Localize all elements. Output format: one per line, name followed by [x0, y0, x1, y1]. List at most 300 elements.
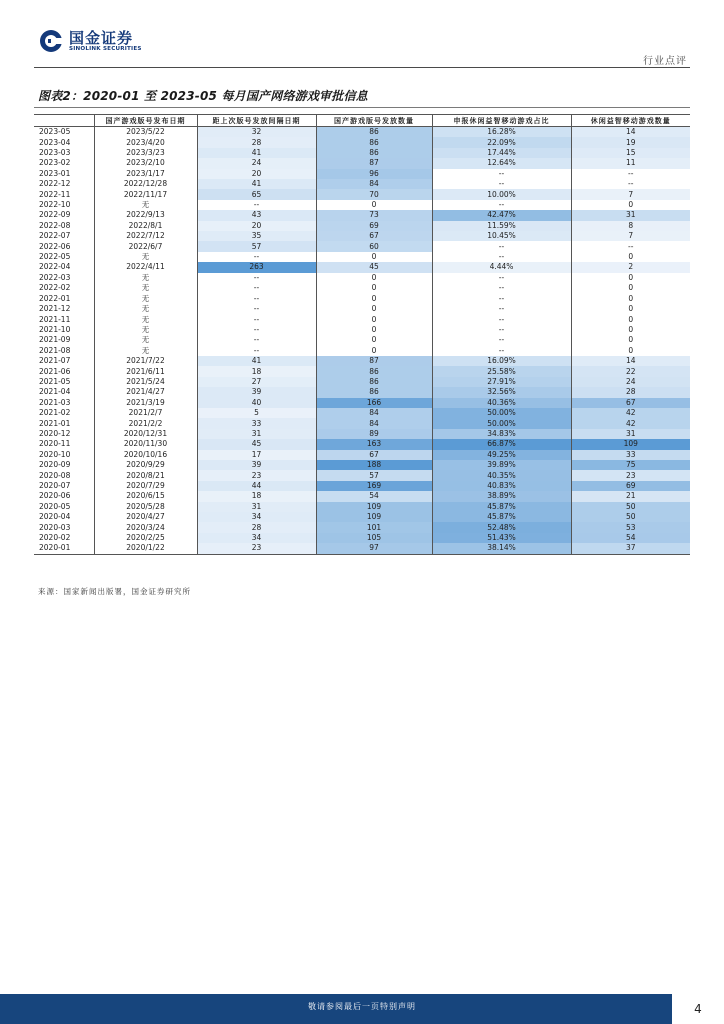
- cell-month: 2021-07: [39, 356, 71, 366]
- cell-license-count: 70: [316, 189, 432, 199]
- cell-casual-share: 17.44%: [432, 148, 571, 158]
- cell-license-count: 109: [316, 512, 432, 522]
- cell-month: 2021-11: [39, 314, 71, 324]
- table-row: [34, 366, 690, 376]
- cell-casual-share: 12.64%: [432, 158, 571, 168]
- cell-interval-days: 41: [197, 356, 316, 366]
- col-header-casual-share: 申报休闲益智移动游戏占比: [432, 115, 571, 127]
- cell-month: 2021-10: [39, 324, 71, 334]
- header-divider: [34, 67, 690, 68]
- table-row: [34, 502, 690, 512]
- cell-casual-count: 28: [571, 387, 690, 397]
- table-row: [34, 481, 690, 491]
- cell-month: 2021-08: [39, 345, 71, 355]
- cell-license-count: 163: [316, 439, 432, 449]
- cell-casual-share: --: [432, 283, 571, 293]
- cell-casual-count: 0: [571, 346, 690, 356]
- cell-license-count: 84: [316, 179, 432, 189]
- cell-interval-days: --: [197, 314, 316, 324]
- table-row: [34, 470, 690, 480]
- cell-month: 2022-04: [39, 262, 71, 272]
- source-note: 来源：国家新闻出版署，国金证券研究所: [38, 587, 191, 596]
- cell-interval-days: --: [197, 335, 316, 345]
- cell-license-count: 0: [316, 314, 432, 324]
- report-category: 行业点评: [643, 56, 687, 67]
- cell-interval-days: 263: [197, 262, 316, 272]
- cell-casual-count: 23: [571, 470, 690, 480]
- cell-month: 2020-01: [39, 543, 71, 553]
- cell-interval-days: 23: [197, 543, 316, 554]
- cell-license-count: 0: [316, 273, 432, 283]
- cell-license-count: 0: [316, 283, 432, 293]
- cell-interval-days: 34: [197, 533, 316, 543]
- cell-release-date: 无: [94, 200, 197, 210]
- game-approval-table: [34, 114, 690, 555]
- table-row: [34, 387, 690, 397]
- cell-month: 2020-02: [39, 533, 71, 543]
- cell-interval-days: --: [197, 283, 316, 293]
- table-row: [34, 314, 690, 324]
- cell-license-count: 67: [316, 450, 432, 460]
- cell-release-date: 无: [94, 325, 197, 335]
- cell-month: 2020-11: [39, 439, 71, 449]
- cell-release-date: 无: [94, 304, 197, 314]
- cell-casual-share: 25.58%: [432, 366, 571, 376]
- cell-casual-share: --: [432, 179, 571, 189]
- cell-interval-days: 28: [197, 522, 316, 532]
- cell-release-date: 2020/3/24: [94, 522, 197, 532]
- cell-license-count: 45: [316, 262, 432, 272]
- table-row: [34, 179, 690, 189]
- cell-license-count: 96: [316, 169, 432, 179]
- cell-casual-share: 32.56%: [432, 387, 571, 397]
- cell-casual-share: --: [432, 314, 571, 324]
- cell-license-count: 0: [316, 304, 432, 314]
- table-row: [34, 262, 690, 272]
- cell-interval-days: --: [197, 304, 316, 314]
- table-row: [34, 241, 690, 251]
- cell-license-count: 101: [316, 522, 432, 532]
- cell-casual-count: 50: [571, 502, 690, 512]
- cell-casual-count: 0: [571, 335, 690, 345]
- cell-casual-share: 16.09%: [432, 356, 571, 366]
- cell-release-date: 2023/5/22: [94, 127, 197, 138]
- cell-casual-count: 19: [571, 137, 690, 147]
- cell-interval-days: 28: [197, 137, 316, 147]
- cell-month: 2023-02: [39, 158, 71, 168]
- cell-release-date: 无: [94, 252, 197, 262]
- cell-casual-share: --: [432, 294, 571, 304]
- cell-interval-days: 40: [197, 398, 316, 408]
- table-row: [34, 210, 690, 220]
- table-row: [34, 418, 690, 428]
- cell-casual-share: 11.59%: [432, 221, 571, 231]
- cell-interval-days: 57: [197, 241, 316, 251]
- cell-license-count: 188: [316, 460, 432, 470]
- cell-month: 2022-07: [39, 231, 71, 241]
- cell-month: 2020-12: [39, 428, 71, 438]
- cell-release-date: 无: [94, 294, 197, 304]
- cell-casual-share: --: [432, 252, 571, 262]
- cell-casual-share: 39.89%: [432, 460, 571, 470]
- cell-license-count: 57: [316, 470, 432, 480]
- cell-interval-days: --: [197, 273, 316, 283]
- table-row: [34, 439, 690, 449]
- cell-month: 2022-02: [39, 283, 71, 293]
- table-row: [34, 450, 690, 460]
- cell-month: 2021-04: [39, 387, 71, 397]
- cell-month: 2020-05: [39, 501, 71, 511]
- cell-interval-days: --: [197, 294, 316, 304]
- cell-release-date: 2022/8/1: [94, 221, 197, 231]
- cell-license-count: 97: [316, 543, 432, 554]
- cell-month: 2023-04: [39, 137, 71, 147]
- cell-casual-count: --: [571, 179, 690, 189]
- cell-month: 2021-01: [39, 418, 71, 428]
- cell-license-count: 73: [316, 210, 432, 220]
- col-header-release-date: 国产游戏版号发布日期: [94, 115, 197, 127]
- cell-license-count: 69: [316, 221, 432, 231]
- table-body: [34, 127, 690, 555]
- cell-month: 2023-05: [39, 127, 71, 137]
- cell-interval-days: 32: [197, 127, 316, 138]
- table-row: [34, 522, 690, 532]
- cell-casual-count: 0: [571, 283, 690, 293]
- cell-release-date: 2020/11/30: [94, 439, 197, 449]
- cell-license-count: 0: [316, 294, 432, 304]
- cell-casual-count: 69: [571, 481, 690, 491]
- cell-release-date: 2020/8/21: [94, 470, 197, 480]
- cell-casual-share: --: [432, 304, 571, 314]
- table-row: [34, 221, 690, 231]
- cell-casual-count: 2: [571, 262, 690, 272]
- cell-interval-days: 41: [197, 179, 316, 189]
- cell-month: 2020-04: [39, 512, 71, 522]
- cell-interval-days: 41: [197, 148, 316, 158]
- cell-interval-days: 18: [197, 491, 316, 501]
- cell-month: 2022-03: [39, 272, 71, 282]
- cell-release-date: 2022/7/12: [94, 231, 197, 241]
- cell-casual-count: 50: [571, 512, 690, 522]
- cell-license-count: 86: [316, 127, 432, 138]
- cell-month: 2021-12: [39, 304, 71, 314]
- cell-release-date: 2023/2/10: [94, 158, 197, 168]
- cell-casual-count: 0: [571, 273, 690, 283]
- cell-casual-count: 75: [571, 460, 690, 470]
- cell-interval-days: 43: [197, 210, 316, 220]
- cell-license-count: 0: [316, 335, 432, 345]
- cell-release-date: 2023/3/23: [94, 148, 197, 158]
- figure-title: 图表2：2020-01 至 2023-05 每月国产网络游戏审批信息: [38, 89, 368, 103]
- cell-release-date: 无: [94, 335, 197, 345]
- cell-release-date: 2020/6/15: [94, 491, 197, 501]
- cell-casual-share: 66.87%: [432, 439, 571, 449]
- cell-casual-count: 7: [571, 231, 690, 241]
- table-row: [34, 460, 690, 470]
- cell-casual-share: 45.87%: [432, 502, 571, 512]
- cell-casual-share: 16.28%: [432, 127, 571, 138]
- cell-month: 2022-08: [39, 220, 71, 230]
- cell-month: 2022-11: [39, 189, 71, 199]
- cell-casual-share: --: [432, 241, 571, 251]
- cell-release-date: 2022/4/11: [94, 262, 197, 272]
- cell-casual-share: --: [432, 335, 571, 345]
- cell-month: 2021-06: [39, 366, 71, 376]
- cell-casual-share: --: [432, 169, 571, 179]
- cell-license-count: 89: [316, 429, 432, 439]
- table-row: [34, 189, 690, 199]
- cell-casual-count: 31: [571, 210, 690, 220]
- col-header-month: [34, 115, 94, 127]
- cell-casual-share: 45.87%: [432, 512, 571, 522]
- cell-casual-count: 11: [571, 158, 690, 168]
- cell-casual-count: 37: [571, 543, 690, 554]
- cell-casual-count: 0: [571, 304, 690, 314]
- cell-interval-days: 65: [197, 189, 316, 199]
- cell-release-date: 2021/6/11: [94, 366, 197, 376]
- cell-casual-share: 40.36%: [432, 398, 571, 408]
- cell-release-date: 2020/5/28: [94, 502, 197, 512]
- cell-casual-share: 40.35%: [432, 470, 571, 480]
- table-row: [34, 335, 690, 345]
- cell-casual-count: --: [571, 169, 690, 179]
- table-row: [34, 137, 690, 147]
- cell-license-count: 84: [316, 408, 432, 418]
- col-header-casual-count: 休闲益智移动游戏数量: [571, 115, 690, 127]
- col-header-interval-days: 距上次版号发放间隔日期: [197, 115, 316, 127]
- table-row: [34, 512, 690, 522]
- table-row: [34, 346, 690, 356]
- cell-casual-share: 50.00%: [432, 418, 571, 428]
- cell-release-date: 无: [94, 314, 197, 324]
- cell-license-count: 0: [316, 200, 432, 210]
- sinolink-logo-icon: [39, 29, 63, 53]
- table-row: [34, 491, 690, 501]
- col-header-license-count: 国产游戏版号发放数量: [316, 115, 432, 127]
- cell-month: 2020-07: [39, 481, 71, 491]
- cell-license-count: 86: [316, 377, 432, 387]
- cell-release-date: 2022/6/7: [94, 241, 197, 251]
- cell-month: 2023-01: [39, 168, 71, 178]
- logo-chinese-name: 国金证券: [69, 28, 134, 47]
- cell-casual-count: 33: [571, 450, 690, 460]
- cell-casual-share: 10.00%: [432, 189, 571, 199]
- cell-month: 2020-06: [39, 491, 71, 501]
- cell-casual-count: 7: [571, 189, 690, 199]
- cell-license-count: 0: [316, 325, 432, 335]
- cell-release-date: 2021/2/2: [94, 418, 197, 428]
- cell-casual-count: 0: [571, 325, 690, 335]
- cell-casual-count: 15: [571, 148, 690, 158]
- cell-interval-days: 31: [197, 502, 316, 512]
- table-row: [34, 377, 690, 387]
- cell-license-count: 67: [316, 231, 432, 241]
- cell-release-date: 2020/4/27: [94, 512, 197, 522]
- cell-casual-share: 52.48%: [432, 522, 571, 532]
- table-row: [34, 429, 690, 439]
- cell-interval-days: --: [197, 252, 316, 262]
- cell-casual-share: --: [432, 325, 571, 335]
- cell-release-date: 2020/9/29: [94, 460, 197, 470]
- table-row: [34, 148, 690, 158]
- cell-casual-share: 38.89%: [432, 491, 571, 501]
- cell-interval-days: 31: [197, 429, 316, 439]
- cell-interval-days: --: [197, 346, 316, 356]
- cell-casual-share: 22.09%: [432, 137, 571, 147]
- cell-month: 2022-01: [39, 293, 71, 303]
- cell-release-date: 2023/4/20: [94, 137, 197, 147]
- table-row: [34, 273, 690, 283]
- cell-casual-share: --: [432, 200, 571, 210]
- cell-license-count: 166: [316, 398, 432, 408]
- cell-release-date: 2022/12/28: [94, 179, 197, 189]
- cell-month: 2020-10: [39, 449, 71, 459]
- cell-interval-days: 20: [197, 169, 316, 179]
- cell-casual-count: 42: [571, 418, 690, 428]
- cell-release-date: 2021/5/24: [94, 377, 197, 387]
- cell-interval-days: 34: [197, 512, 316, 522]
- cell-interval-days: 27: [197, 377, 316, 387]
- cell-casual-share: 10.45%: [432, 231, 571, 241]
- cell-release-date: 2021/4/27: [94, 387, 197, 397]
- table-row: [34, 398, 690, 408]
- cell-month: 2023-03: [39, 148, 71, 158]
- cell-release-date: 2020/12/31: [94, 429, 197, 439]
- footer-disclaimer: 敬请参阅最后一页特别声明: [308, 1002, 416, 1011]
- table-row: [34, 169, 690, 179]
- cell-interval-days: 44: [197, 481, 316, 491]
- cell-interval-days: 5: [197, 408, 316, 418]
- table-row: [34, 294, 690, 304]
- cell-month: 2022-05: [39, 252, 71, 262]
- cell-casual-count: 14: [571, 127, 690, 138]
- brand-logo: [39, 28, 142, 54]
- cell-month: 2020-09: [39, 460, 71, 470]
- table-row: [34, 533, 690, 543]
- cell-interval-days: 45: [197, 439, 316, 449]
- cell-casual-share: --: [432, 346, 571, 356]
- cell-month: 2021-02: [39, 408, 71, 418]
- table-row: [34, 252, 690, 262]
- cell-interval-days: 39: [197, 460, 316, 470]
- cell-casual-count: 0: [571, 252, 690, 262]
- cell-license-count: 54: [316, 491, 432, 501]
- cell-release-date: 2021/2/7: [94, 408, 197, 418]
- title-divider: [34, 107, 690, 108]
- cell-release-date: 2020/10/16: [94, 450, 197, 460]
- cell-license-count: 86: [316, 137, 432, 147]
- cell-month: 2022-09: [39, 210, 71, 220]
- cell-license-count: 169: [316, 481, 432, 491]
- cell-casual-share: 34.83%: [432, 429, 571, 439]
- table-row: [34, 408, 690, 418]
- cell-license-count: 86: [316, 148, 432, 158]
- table-row: [34, 127, 690, 138]
- table-row: [34, 158, 690, 168]
- cell-casual-count: 53: [571, 522, 690, 532]
- cell-casual-count: 0: [571, 314, 690, 324]
- table-row: [34, 543, 690, 554]
- cell-casual-count: 54: [571, 533, 690, 543]
- cell-casual-count: 24: [571, 377, 690, 387]
- cell-month: 2021-03: [39, 397, 71, 407]
- table-row: [34, 200, 690, 210]
- cell-month: 2021-05: [39, 376, 71, 386]
- cell-release-date: 无: [94, 283, 197, 293]
- cell-interval-days: 39: [197, 387, 316, 397]
- cell-casual-count: 0: [571, 200, 690, 210]
- cell-release-date: 2022/9/13: [94, 210, 197, 220]
- cell-release-date: 2021/7/22: [94, 356, 197, 366]
- cell-release-date: 无: [94, 346, 197, 356]
- cell-release-date: 2021/3/19: [94, 398, 197, 408]
- cell-casual-count: 14: [571, 356, 690, 366]
- cell-casual-share: 4.44%: [432, 262, 571, 272]
- table-row: [34, 304, 690, 314]
- cell-interval-days: --: [197, 200, 316, 210]
- cell-month: 2022-12: [39, 179, 71, 189]
- cell-license-count: 105: [316, 533, 432, 543]
- cell-license-count: 86: [316, 387, 432, 397]
- cell-casual-count: 0: [571, 294, 690, 304]
- cell-interval-days: 17: [197, 450, 316, 460]
- cell-license-count: 0: [316, 346, 432, 356]
- cell-casual-share: 42.47%: [432, 210, 571, 220]
- cell-casual-count: 31: [571, 429, 690, 439]
- cell-license-count: 87: [316, 158, 432, 168]
- cell-casual-count: 8: [571, 221, 690, 231]
- cell-interval-days: 18: [197, 366, 316, 376]
- cell-month: 2022-06: [39, 241, 71, 251]
- table-row: [34, 325, 690, 335]
- cell-month: 2021-09: [39, 335, 71, 345]
- cell-license-count: 60: [316, 241, 432, 251]
- cell-month: 2022-10: [39, 200, 71, 210]
- cell-interval-days: 33: [197, 418, 316, 428]
- cell-casual-share: 49.25%: [432, 450, 571, 460]
- cell-casual-share: 27.91%: [432, 377, 571, 387]
- table-row: [34, 283, 690, 293]
- cell-interval-days: 23: [197, 470, 316, 480]
- cell-interval-days: 24: [197, 158, 316, 168]
- logo-english-name: SINOLINK SECURITIES: [69, 45, 142, 52]
- cell-release-date: 2020/2/25: [94, 533, 197, 543]
- cell-casual-count: 42: [571, 408, 690, 418]
- cell-casual-share: --: [432, 273, 571, 283]
- cell-license-count: 84: [316, 418, 432, 428]
- cell-license-count: 0: [316, 252, 432, 262]
- cell-license-count: 87: [316, 356, 432, 366]
- cell-interval-days: 35: [197, 231, 316, 241]
- cell-release-date: 2022/11/17: [94, 189, 197, 199]
- cell-casual-count: --: [571, 241, 690, 251]
- cell-release-date: 2020/1/22: [94, 543, 197, 554]
- cell-casual-count: 22: [571, 366, 690, 376]
- table-row: [34, 231, 690, 241]
- cell-release-date: 2023/1/17: [94, 169, 197, 179]
- page-number: 4: [672, 994, 724, 1024]
- cell-month: 2020-03: [39, 522, 71, 532]
- cell-release-date: 2020/7/29: [94, 481, 197, 491]
- cell-license-count: 86: [316, 366, 432, 376]
- cell-casual-share: 51.43%: [432, 533, 571, 543]
- cell-casual-share: 40.83%: [432, 481, 571, 491]
- cell-interval-days: 20: [197, 221, 316, 231]
- cell-release-date: 无: [94, 273, 197, 283]
- table-row: [34, 356, 690, 366]
- cell-casual-count: 21: [571, 491, 690, 501]
- cell-casual-count: 109: [571, 439, 690, 449]
